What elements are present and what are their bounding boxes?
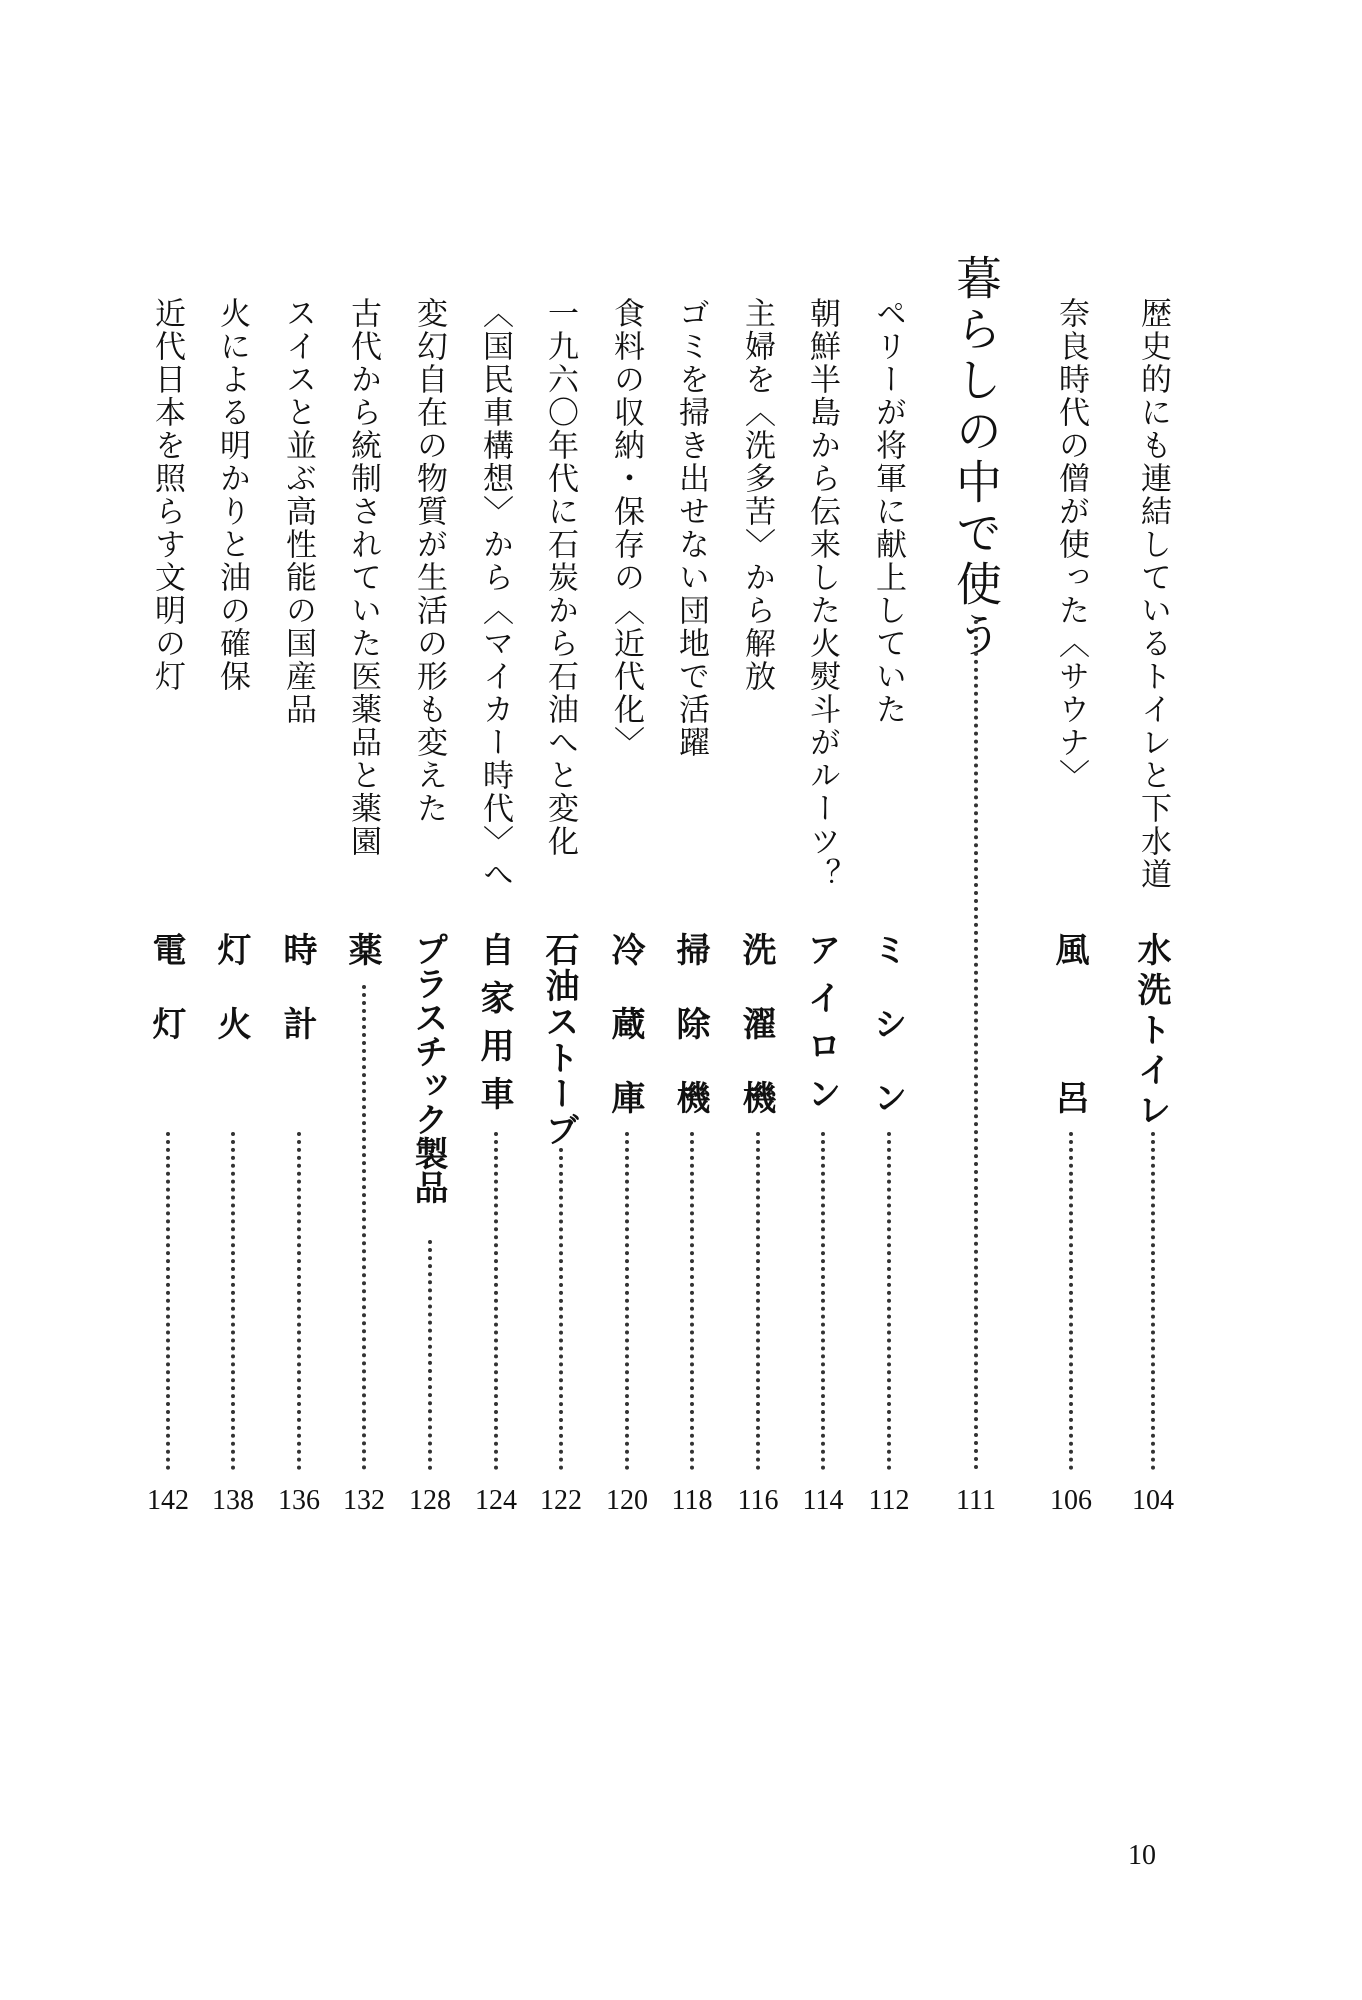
- entry-summary: 一九六〇年代に石炭から石油へと変化: [542, 297, 578, 858]
- entry-title[interactable]: 掃除機: [670, 932, 710, 1154]
- dot-leader: [974, 620, 978, 1470]
- dot-leader: [1069, 1132, 1073, 1470]
- entry-title[interactable]: ミシン: [867, 932, 907, 1154]
- entry-summary: 近代日本を照らす文明の灯: [149, 297, 185, 693]
- entry-title[interactable]: 冷蔵庫: [605, 932, 645, 1154]
- page-number[interactable]: 136: [278, 1485, 320, 1516]
- dot-leader: [297, 1132, 301, 1470]
- page-number[interactable]: 132: [343, 1485, 385, 1516]
- page-number[interactable]: 112: [868, 1485, 910, 1516]
- entry-summary: 歴史的にも連結しているトイレと下水道: [1135, 297, 1171, 891]
- dot-leader: [625, 1132, 629, 1470]
- entry-summary: 主婦を〈洗多苦〉から解放: [739, 297, 775, 693]
- page-number[interactable]: 142: [147, 1485, 189, 1516]
- entry-title[interactable]: プラスチック製品: [408, 932, 448, 1204]
- page-number[interactable]: 128: [409, 1485, 451, 1516]
- entry-title[interactable]: 水洗トイレ: [1131, 932, 1171, 1132]
- entry-summary: 朝鮮半島から伝来した火熨斗がルーツ？: [804, 297, 840, 891]
- entry-summary: 食料の収納・保存の〈近代化〉: [608, 297, 644, 759]
- entry-summary: ゴミを掃き出せない団地で活躍: [673, 297, 709, 759]
- page-number[interactable]: 111: [956, 1485, 996, 1516]
- dot-leader: [166, 1132, 170, 1470]
- dot-leader: [231, 1132, 235, 1470]
- entry-title[interactable]: 洗濯機: [736, 932, 776, 1154]
- dot-leader: [494, 1132, 498, 1470]
- dot-leader: [362, 985, 366, 1470]
- page-number[interactable]: 114: [802, 1485, 844, 1516]
- entry-title[interactable]: 風 呂: [1049, 932, 1089, 1154]
- dot-leader: [887, 1132, 891, 1470]
- dot-leader: [1151, 1132, 1155, 1470]
- entry-summary: ペリーが将軍に献上していた: [870, 297, 906, 726]
- entry-summary: 変幻自在の物質が生活の形も変えた: [411, 297, 447, 825]
- dot-leader: [428, 1240, 432, 1470]
- dot-leader: [690, 1132, 694, 1470]
- page-number[interactable]: 124: [475, 1485, 517, 1516]
- section-heading[interactable]: 暮らしの中で使う: [949, 254, 1003, 662]
- entry-summary: スイスと並ぶ高性能の国産品: [280, 297, 316, 726]
- page-number[interactable]: 118: [671, 1485, 713, 1516]
- entry-title[interactable]: 時計: [277, 932, 317, 1080]
- page-number[interactable]: 120: [606, 1485, 648, 1516]
- page-number[interactable]: 122: [540, 1485, 582, 1516]
- page-number[interactable]: 138: [212, 1485, 254, 1516]
- dot-leader: [821, 1132, 825, 1470]
- entry-title[interactable]: 灯火: [211, 932, 251, 1080]
- entry-title[interactable]: 電灯: [146, 932, 186, 1080]
- entry-title[interactable]: 石油ストーブ: [539, 932, 579, 1148]
- entry-title[interactable]: 自家用車: [474, 932, 514, 1124]
- entry-summary: 奈良時代の僧が使った〈サウナ〉: [1053, 297, 1089, 792]
- entry-summary: 火による明かりと油の確保: [214, 297, 250, 693]
- entry-title[interactable]: アイロン: [801, 932, 841, 1124]
- page-number[interactable]: 104: [1132, 1485, 1174, 1516]
- entry-summary: 古代から統制されていた医薬品と薬園: [345, 297, 381, 858]
- page-number[interactable]: 106: [1050, 1485, 1092, 1516]
- page-number[interactable]: 116: [737, 1485, 779, 1516]
- dot-leader: [559, 1148, 563, 1470]
- dot-leader: [756, 1132, 760, 1470]
- entry-summary: 〈国民車構想〉から〈マイカー時代〉へ: [477, 297, 513, 891]
- entry-title[interactable]: 薬: [342, 932, 382, 972]
- page-folio: 10: [1128, 1840, 1156, 1871]
